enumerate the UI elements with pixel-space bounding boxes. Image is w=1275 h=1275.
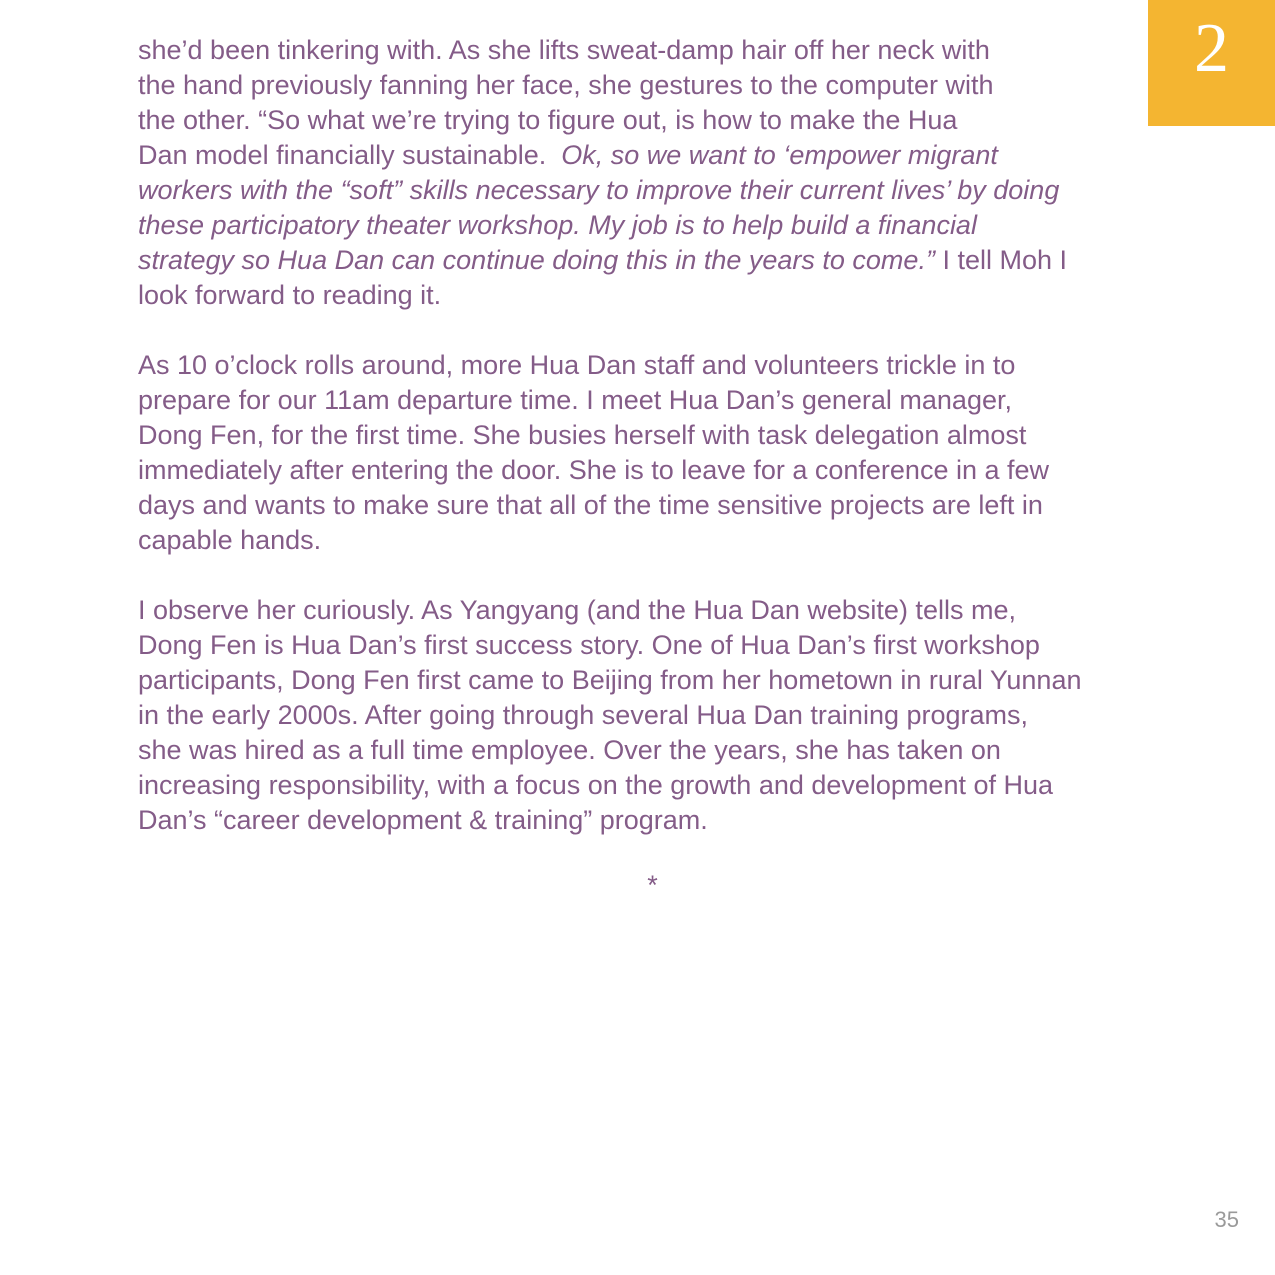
- text-line: Dong Fen, for the first time. She busies herself with task delegation almost: [138, 420, 1027, 450]
- text-line: As 10 o’clock rolls around, more Hua Dan staff and volunteers trickle in to: [138, 350, 1016, 380]
- paragraph-1: [138, 33, 1178, 313]
- paragraph-gap: [138, 558, 1178, 593]
- text-italic: Ok, so we want to ‘empower migrant: [561, 140, 998, 170]
- paragraph-2: [138, 348, 1178, 558]
- text-line: the other. “So what we’re trying to figure out, is how to make the Hua: [138, 105, 958, 135]
- paragraph-gap: [138, 313, 1178, 348]
- chapter-number: 2: [1194, 10, 1229, 87]
- section-break-asterisk: *: [647, 870, 658, 900]
- text-line: she’d been tinkering with. As she lifts sweat-damp hair off her neck with: [138, 35, 990, 65]
- text-line: participants, Dong Fen first came to Beijing from her hometown in rural Yunnan: [138, 665, 1082, 695]
- text-line: the hand previously fanning her face, she gestures to the computer with: [138, 70, 994, 100]
- page-number: 35: [1214, 1207, 1239, 1232]
- text-regular: Dan model financially sustainable.: [138, 140, 562, 170]
- text-line: Dan’s “career development & training” program.: [138, 805, 708, 835]
- text-line: prepare for our 11am departure time. I meet Hua Dan’s general manager,: [138, 385, 1012, 415]
- body-text: [138, 33, 1178, 838]
- text-line: Dong Fen is Hua Dan’s first success story. One of Hua Dan’s first workshop: [138, 630, 1040, 660]
- text-line: days and wants to make sure that all of the time sensitive projects are left in: [138, 490, 1043, 520]
- text-line-mixed: [138, 243, 1178, 278]
- text-line-mixed: [138, 138, 1178, 173]
- text-regular: I tell Moh I: [934, 245, 1067, 275]
- text-line: in the early 2000s. After going through several Hua Dan training programs,: [138, 700, 1029, 730]
- text-italic: strategy so Hua Dan can continue doing this in the years to come.”: [138, 245, 935, 275]
- paragraph-3: [138, 593, 1178, 838]
- text-line: capable hands.: [138, 525, 322, 555]
- text-line: look forward to reading it.: [138, 280, 442, 310]
- text-line: increasing responsibility, with a focus on the growth and development of Hua: [138, 770, 1054, 800]
- text-line-italic: workers with the “soft” skills necessary to improve their current lives’ by doing: [138, 175, 1060, 205]
- text-line: I observe her curiously. As Yangyang (and the Hua Dan website) tells me,: [138, 595, 1016, 625]
- text-line: immediately after entering the door. She is to leave for a conference in a few: [138, 455, 1050, 485]
- text-line-italic: these participatory theater workshop. My job is to help build a financial: [138, 210, 977, 240]
- text-line: she was hired as a full time employee. Over the years, she has taken on: [138, 735, 1001, 765]
